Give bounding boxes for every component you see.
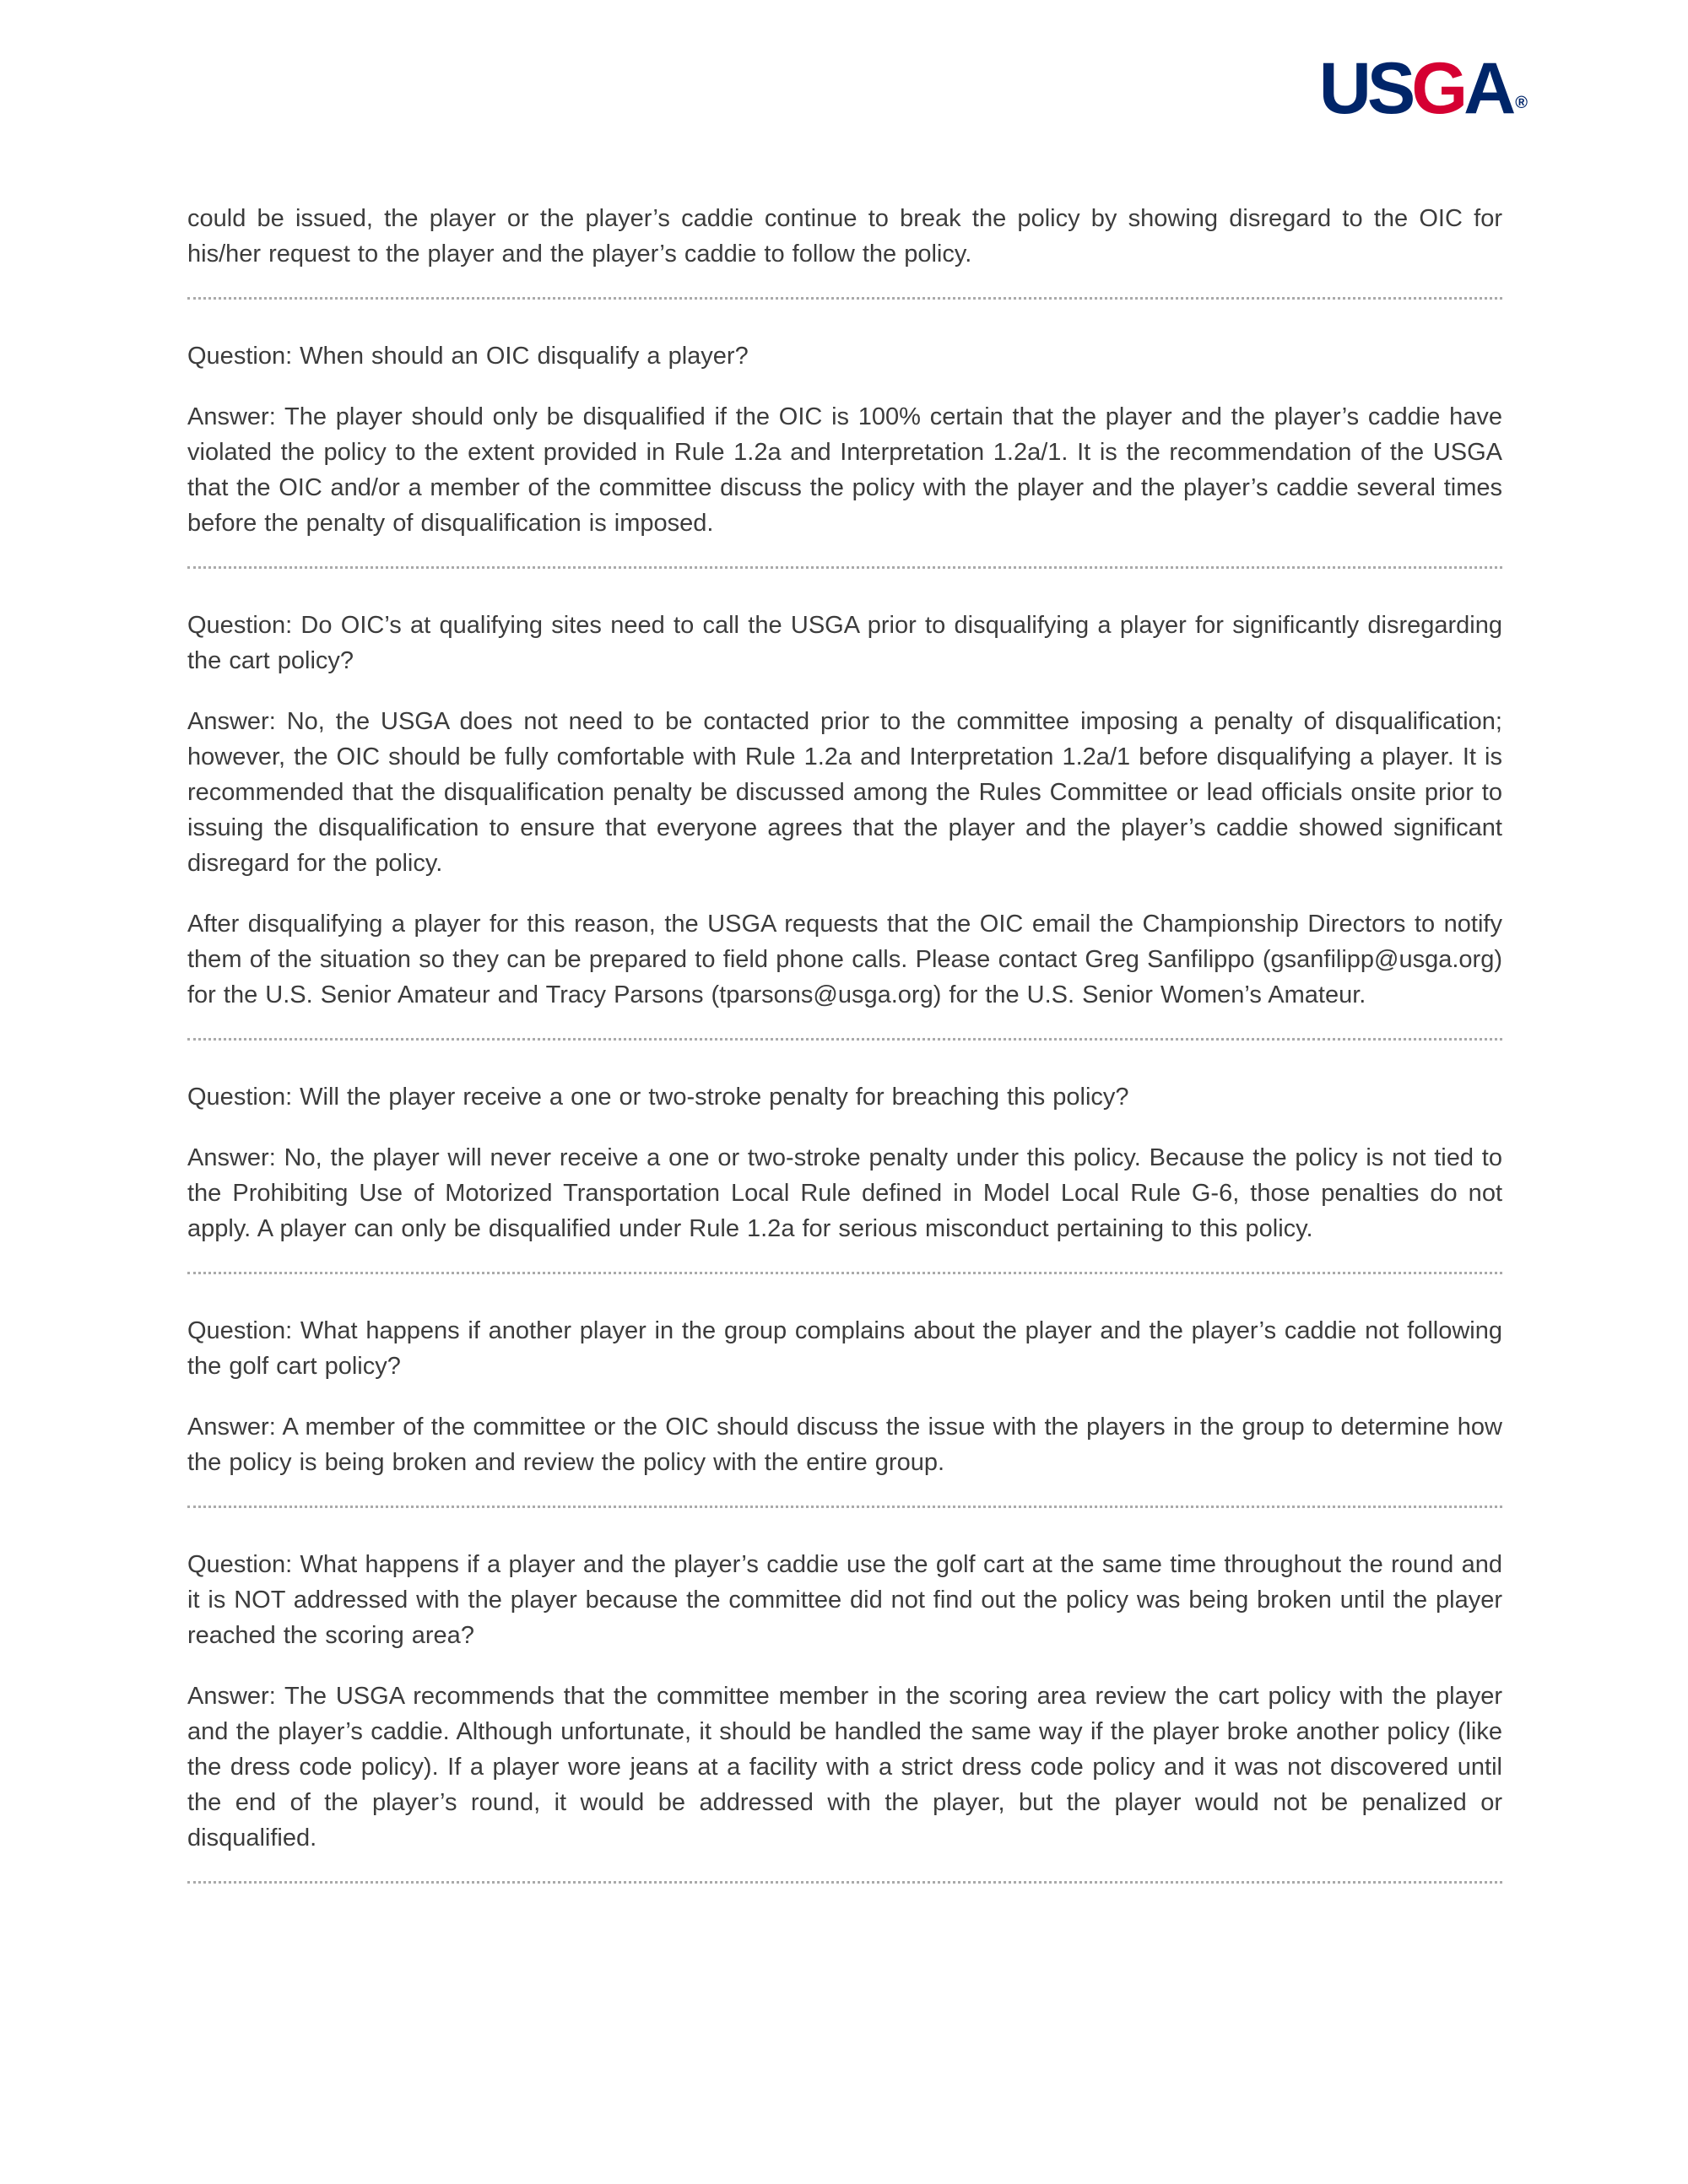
answer-paragraph: Answer: No, the player will never receive a one or two-stroke penalty under this policy. Because the policy is not tied to the Prohibiting Use of Motorized Transportation Local Rule defined in Model Local Rule G-6, those penalties do not apply. A player can only be disqualified under Rule 1.2a for serious misconduct pertaining to this policy. [187,1144,1502,1242]
section-divider [187,1038,1502,1041]
continued-paragraph: could be issued, the player or the player’s caddie continue to break the policy by showing disregard to the OIC for his/her request to the player and the player’s caddie to follow the policy. [187,205,1502,268]
section-divider [187,566,1502,569]
qa-section [187,1547,1502,1856]
qa-section [187,608,1502,1013]
logo-letter-a: A [1463,48,1512,129]
question-paragraph: Question: What happens if a player and the player’s caddie use the golf cart at the same time throughout the round and it is NOT addressed with the player because the committee did not find out the policy was being broken until the player reached the scoring area? [187,1551,1502,1649]
answer-paragraph: Answer: No, the USGA does not need to be contacted prior to the committee imposing a penalty of disqualification; however, the OIC should be fully comfortable with Rule 1.2a and Interpretation 1.2a/1 before disqualifying a player. It is recommended that the disqualification penalty be discussed among the Rules Committee or lead officials onsite prior to issuing the disqualification to ensure that everyone agrees that the player and the player’s caddie showed significant disregard for the policy. [187,708,1502,877]
question-paragraph: Question: Will the player receive a one or two-stroke penalty for breaching this policy? [187,1084,1129,1111]
section-divider [187,1506,1502,1508]
document-body [187,201,1502,1884]
qa-section [187,1079,1502,1246]
answer-paragraph: After disqualifying a player for this reason, the USGA requests that the OIC email the Championship Directors to notify them of the situation so they can be prepared to field phone calls. Please contact Greg Sanfilippo (gsanfilipp@usga.org) for the U.S. Senior Amateur and Tracy Parsons (tparsons@usga.org) for the U.S. Senior Women’s Amateur. [187,911,1502,1008]
section-divider [187,1881,1502,1884]
qa-section [187,338,1502,541]
question-paragraph: Question: Do OIC’s at qualifying sites need to call the USGA prior to disqualifying a player for significantly disregarding the cart policy? [187,612,1502,674]
question-paragraph: Question: When should an OIC disqualify a player? [187,343,749,370]
question-paragraph: Question: What happens if another player in the group complains about the player and the player’s caddie not following the golf cart policy? [187,1317,1502,1380]
logo-letters-us: US [1318,48,1412,129]
section-divider [187,297,1502,300]
answer-paragraph: Answer: A member of the committee or the OIC should discuss the issue with the players in the group to determine how the policy is being broken and review the policy with the entire group. [187,1414,1502,1476]
answer-paragraph: Answer: The player should only be disqualified if the OIC is 100% certain that the player and the player’s caddie have violated the policy to the extent provided in Rule 1.2a and Interpretation 1.2a/1. It is the recommendation of the USGA that the OIC and/or a member of the committee discuss the policy with the player and the player’s caddie several times before the penalty of disqualification is imposed. [187,403,1502,537]
section-divider [187,1272,1502,1274]
answer-paragraph: Answer: The USGA recommends that the committee member in the scoring area review the cart policy with the player and the player’s caddie. Although unfortunate, it should be handled the same way if the player broke another policy (like the dress code policy). If a player wore jeans at a facility with a strict dress code policy and it was not discovered until the end of the player’s round, it would be addressed with the player, but the player would not be penalized or disqualified. [187,1683,1502,1852]
qa-section [187,1313,1502,1480]
usga-logo [1318,48,1528,129]
registered-trademark-icon: ® [1515,94,1528,112]
logo-letter-g: G [1411,48,1464,129]
